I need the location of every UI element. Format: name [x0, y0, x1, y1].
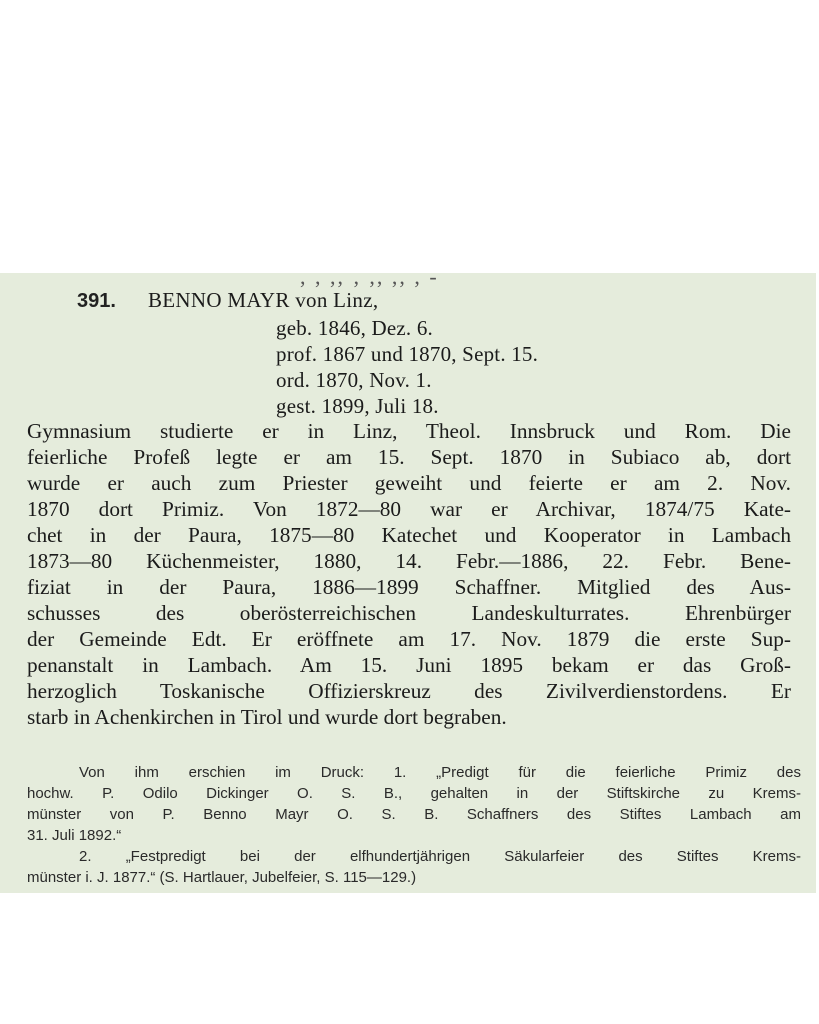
death-date: gest. 1899, Juli 18.	[276, 394, 439, 418]
biography-line: penanstalt in Lambach. Am 15. Juni 1895 bekam er das Groß-	[27, 653, 791, 677]
entry-name: BENNO MAYR von Linz,	[148, 288, 379, 312]
publication-line: hochw. P. Odilo Dickinger O. S. B., gehalten in der Stiftskirche zu Krems-	[27, 785, 801, 802]
publication-line: Von ihm erschien im Druck: 1. „Predigt für die feierliche Primiz des	[79, 764, 801, 781]
biography-line: fiziat in der Paura, 1886—1899 Schaffner. Mitglied des Aus-	[27, 575, 791, 599]
scanned-page	[0, 273, 816, 893]
biography-line: 1870 dort Primiz. Von 1872—80 war er Archivar, 1874/75 Kate-	[27, 497, 791, 521]
biography-paragraph	[27, 418, 791, 730]
publications-note	[27, 762, 801, 888]
profession-date: prof. 1867 und 1870, Sept. 15.	[276, 342, 539, 366]
birth-date: geb. 1846, Dez. 6.	[276, 316, 433, 340]
biography-line: Gymnasium studierte er in Linz, Theol. Innsbruck und Rom. Die	[27, 419, 791, 443]
publication-line: 2. „Festpredigt bei der elfhundertjährigen Säkularfeier des Stiftes Krems-	[79, 848, 801, 865]
biography-line: chet in der Paura, 1875—80 Katechet und Kooperator in Lambach	[27, 523, 791, 547]
publication-line: 31. Juli 1892.“	[27, 827, 122, 844]
biography-line: schusses des oberösterreichischen Landeskulturrates. Ehrenbürger	[27, 601, 791, 625]
biography-line: wurde er auch zum Priester geweiht und feierte er am 2. Nov.	[27, 471, 791, 495]
publication-line: münster von P. Benno Mayr O. S. B. Schaffners des Stiftes Lambach am	[27, 806, 801, 823]
entry-number: 391.	[77, 290, 116, 312]
biography-line: herzoglich Toskanische Offizierskreuz des Zivilverdienstordens. Er	[27, 679, 791, 703]
biography-line: feierliche Profeß legte er am 15. Sept. 1870 in Subiaco ab, dort	[27, 445, 791, 469]
ordination-date: ord. 1870, Nov. 1.	[276, 368, 432, 392]
biography-line: 1873—80 Küchenmeister, 1880, 14. Febr.—1886, 22. Febr. Bene-	[27, 549, 791, 573]
biography-line: der Gemeinde Edt. Er eröffnete am 17. Nov. 1879 die erste Sup-	[27, 627, 791, 651]
cut-off-text-fragment: , , ,, ‚ ,, ,, , -	[300, 273, 439, 289]
publication-line: münster i. J. 1877.“ (S. Hartlauer, Jubelfeier, S. 115—129.)	[27, 869, 417, 886]
life-dates-list	[276, 315, 538, 419]
biography-line: starb in Achenkirchen in Tirol und wurde dort begraben.	[27, 705, 507, 729]
